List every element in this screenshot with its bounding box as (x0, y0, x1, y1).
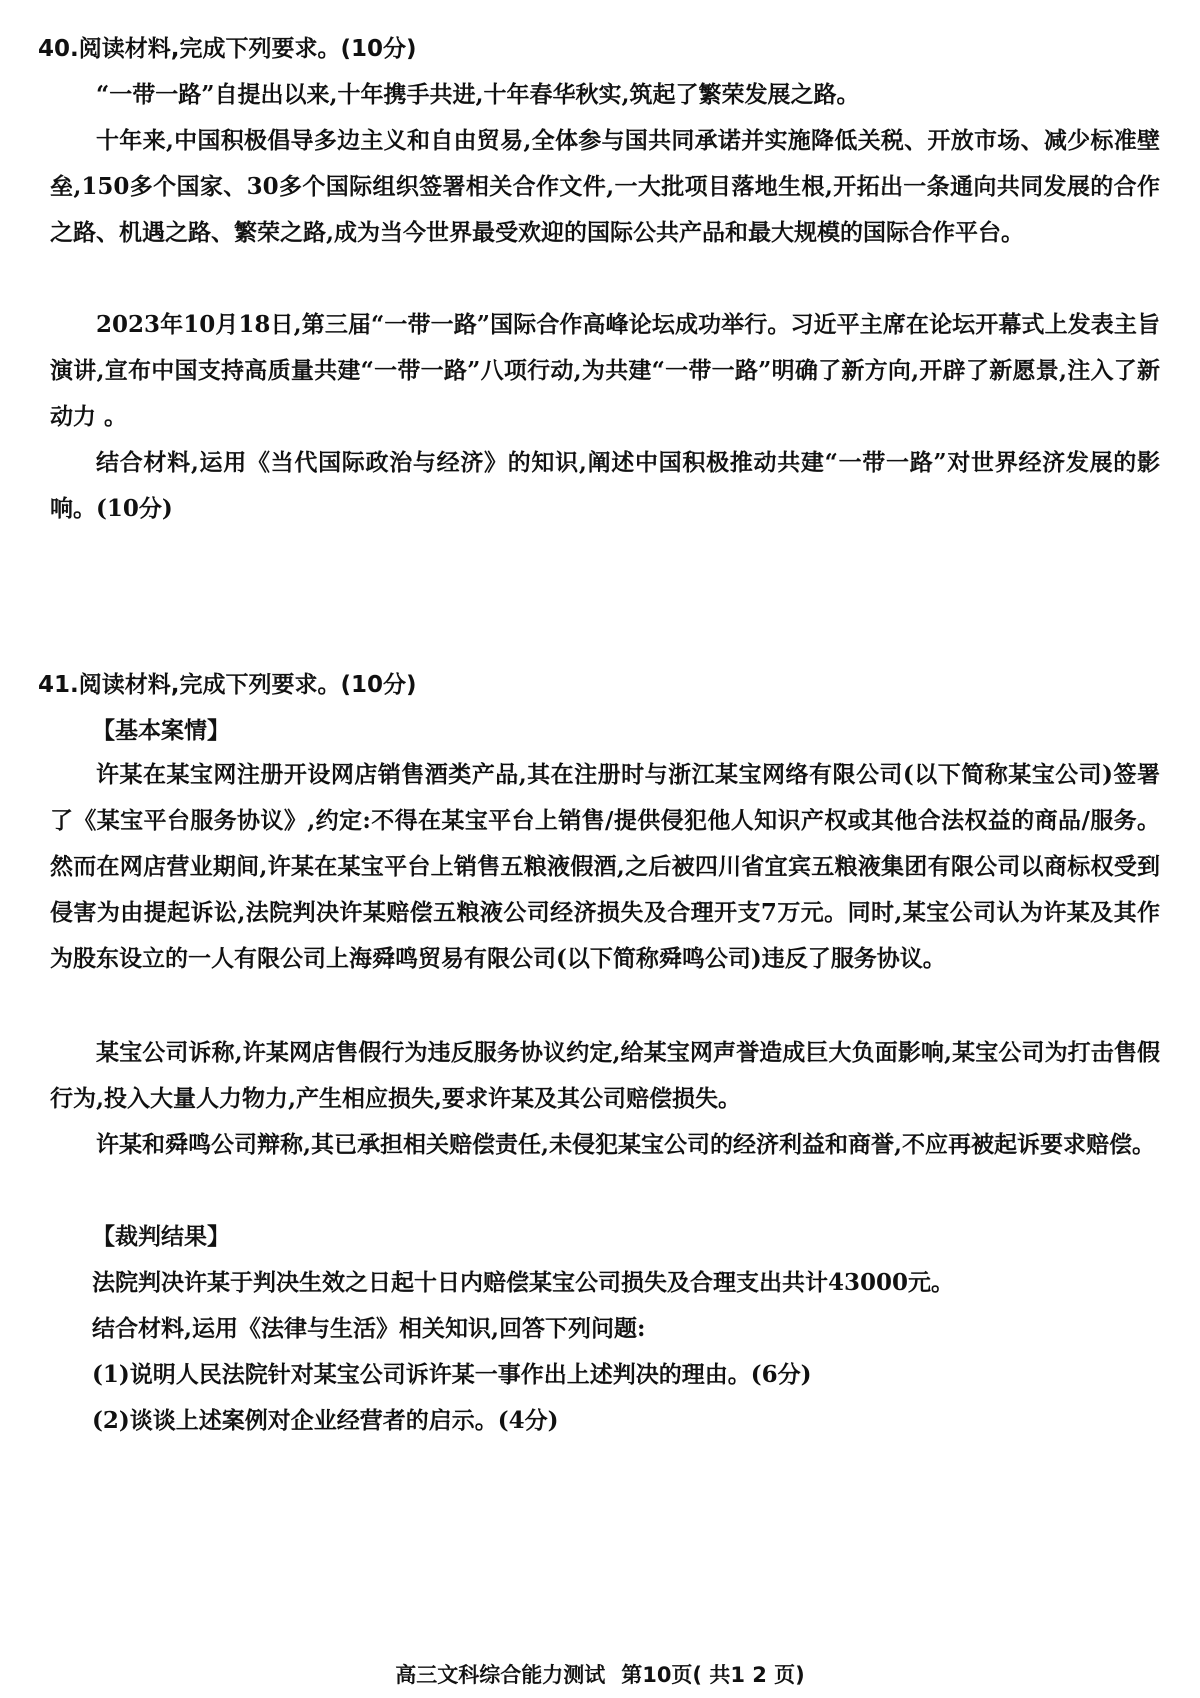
q40-paragraph-2: 十年来,中国积极倡导多边主义和自由贸易,全体参与国共同承诺并实施降低关税、开放市场、减少标准壁垒,150多个国家、30多个国际组织签署相关合作文件,一大批项目落地生根,开拓出一条通向共同发展的合作之路、机遇之路、繁荣之路,成为当今世界最受欢迎的国际公共产品和最大规模的国际合作平台。 (50, 127, 1160, 246)
footer-page-number: 第10页( 共1 2 页) (621, 1663, 805, 1687)
section-basic-case: 【基本案情】 (92, 717, 230, 744)
question-41-heading: 41.阅读材料,完成下列要求。(10分) (38, 672, 417, 698)
footer-exam-title: 高三文科综合能力测试 (395, 1663, 606, 1687)
q41-subquestion-2: (2)谈谈上述案例对企业经营者的启示。(4分) (92, 1407, 559, 1434)
q40-paragraph-1: “一带一路”自提出以来,十年携手共进,十年春华秋实,筑起了繁荣发展之路。 (96, 81, 860, 108)
q41-paragraph-2: 某宝公司诉称,许某网店售假行为违反服务协议约定,给某宝网声誉造成巨大负面影响,某宝公司为打击售假行为,投入大量人力物力,产生相应损失,要求许某及其公司赔偿损失。 (50, 1039, 1160, 1112)
q41-paragraph-3: 许某和舜鸣公司辩称,其已承担相关赔偿责任,未侵犯某宝公司的经济利益和商誉,不应再被起诉要求赔偿。 (96, 1131, 1156, 1158)
page-footer (0, 1662, 1200, 1688)
q40-instruction: 结合材料,运用《当代国际政治与经济》的知识,阐述中国积极推动共建“一带一路”对世界经济发展的影响。(10分) (50, 449, 1160, 522)
question-40-heading: 40.阅读材料,完成下列要求。(10分) (38, 36, 417, 62)
q41-subquestion-1: (1)说明人民法院针对某宝公司诉许某一事作出上述判决的理由。(6分) (92, 1361, 812, 1388)
section-judgment-result: 【裁判结果】 (92, 1223, 230, 1250)
q41-paragraph-1: 许某在某宝网注册开设网店销售酒类产品,其在注册时与浙江某宝网络有限公司(以下简称某宝公司)签署了《某宝平台服务协议》,约定:不得在某宝平台上销售/提供侵犯他人知识产权或其他合法权益的商品/服务。然而在网店营业期间,许某在某宝平台上销售五粮液假酒,之后被四川省宜宾五粮液集团有限公司以商标权受到侵害为由提起诉讼,法院判决许某赔偿五粮液公司经济损失及合理开支7万元。同时,某宝公司认为许某及其作为股东设立的一人有限公司上海舜鸣贸易有限公司(以下简称舜鸣公司)违反了服务协议。 (50, 761, 1160, 972)
q40-paragraph-3: 2023年10月18日,第三届“一带一路”国际合作高峰论坛成功举行。习近平主席在论坛开幕式上发表主旨演讲,宣布中国支持高质量共建“一带一路”八项行动,为共建“一带一路”明确了新方向,开辟了新愿景,注入了新动力 。 (50, 311, 1160, 430)
q41-instruction: 结合材料,运用《法律与生活》相关知识,回答下列问题: (92, 1315, 646, 1342)
judgment-text: 法院判决许某于判决生效之日起十日内赔偿某宝公司损失及合理支出共计43000元。 (92, 1269, 955, 1296)
